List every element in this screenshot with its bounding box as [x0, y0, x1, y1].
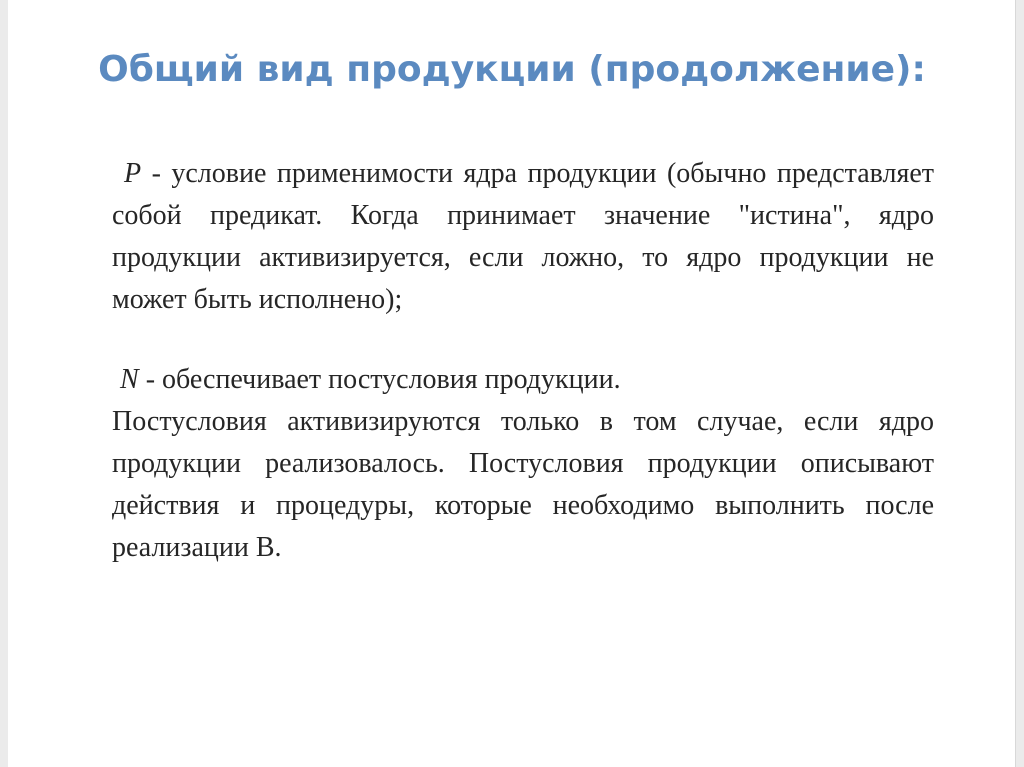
slide-body	[112, 153, 934, 569]
n-postcondition-paragraph	[112, 359, 934, 401]
slide-edge	[1015, 0, 1016, 767]
slide-title: Общий вид продукции (продолжение):	[98, 49, 926, 90]
p-condition-paragraph	[112, 153, 934, 321]
p-symbol: P	[124, 158, 142, 189]
n-symbol: N	[120, 364, 139, 395]
p-condition-text: - условие применимости ядра продукции (обычно представляет собой предикат. Когда принимает значение "истина", ядро продукции активизируется, если ложно, то ядро продукции не может быть исполнено);	[112, 158, 934, 315]
postcondition-description: Постусловия активизируются только в том случае, если ядро продукции реализовалось. Постусловия продукции описывают действия и процедуры, которые необходимо выполнить после реализации B.	[112, 406, 934, 563]
n-postcondition-text: - обеспечивает постусловия продукции.	[138, 364, 621, 395]
